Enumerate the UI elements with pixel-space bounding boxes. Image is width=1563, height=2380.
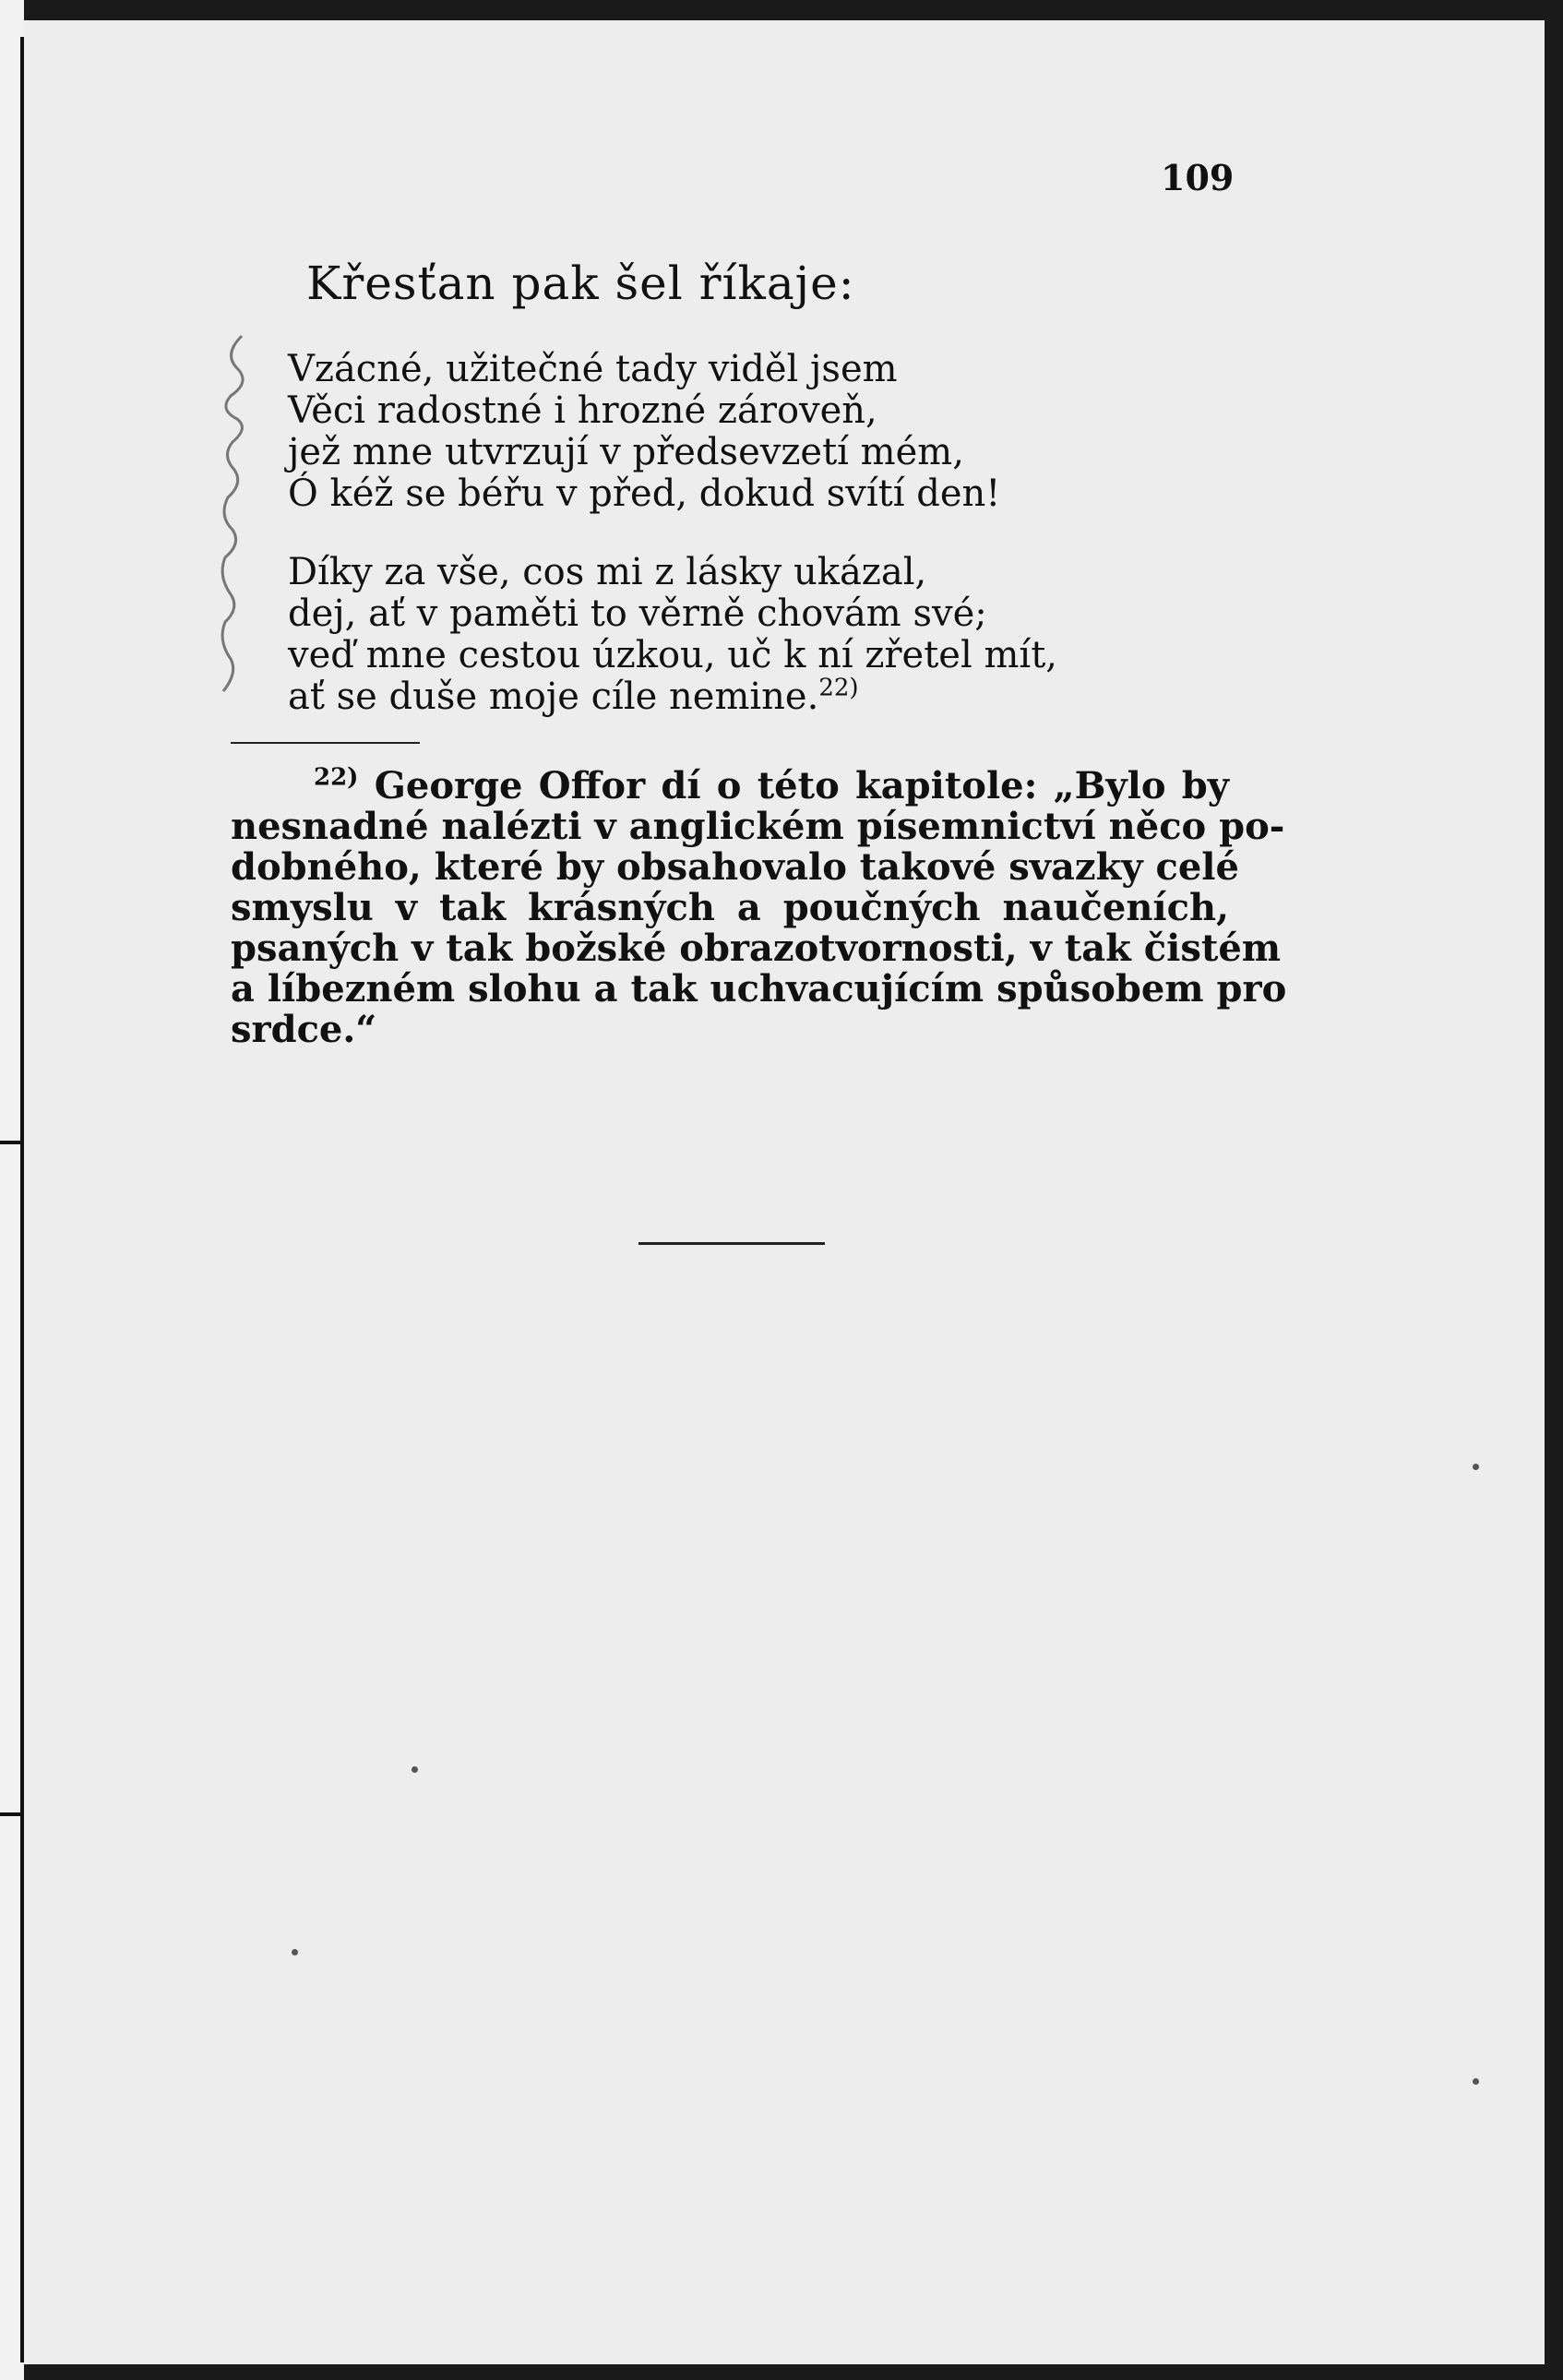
poem-line-text: ať se duše moje cíle nemine. [288,676,819,718]
page-number: 109 [1161,157,1235,198]
footnote-line: psaných v tak božské obrazotvornosti, v tak čistém [231,927,1282,970]
poem-stanza [288,552,1057,718]
poem-line: Díky za vše, cos mi z lásky ukázal, [288,551,927,593]
poem-line: veď mne cestou úzkou, uč k ní zřetel mít, [288,634,1057,676]
footnote-line [231,763,1229,807]
section-heading: Křesťan pak šel říkaje: [306,257,855,310]
footnote-marker: 22) [314,763,359,792]
handwritten-brace-mark [214,327,269,705]
footnote [231,763,1287,1051]
footnote-line: srdce.“ [231,1008,377,1051]
poem-line: Věci radostné i hrozné zároveň, [288,389,877,432]
footnote-line: dobného, které by obsahovalo takové svazky celé [231,845,1239,889]
poem-line: dej, ať v paměti to věrně chovám své; [288,592,987,635]
footnote-line: a líbezném slohu a tak uchvacujícím spůsobem pro [231,967,1287,1011]
footnote-line: nesnadné nalézti v anglickém písemnictví něco po- [231,805,1285,848]
paper-speck [292,1949,298,1955]
footnote-reference: 22) [818,674,859,702]
paper-speck [412,1766,418,1773]
poem-line: jež mne utvrzují v předsevzetí mém, [288,431,964,473]
poem-line: Vzácné, užitečné tady viděl jsem [288,348,898,390]
paper-speck [1473,1464,1479,1470]
footnote-line-text: George Offor dí o této kapitole: „Bylo by [374,764,1229,807]
poem-line [288,676,1057,718]
end-of-section-rule [638,1242,825,1245]
poem-stanza [288,349,1000,515]
poem-line: Ó kéž se béřu v před, dokud svítí den! [288,472,1001,515]
footnote-separator [231,742,420,744]
footnote-line: smyslu v tak krásných a poučných naučeních, [231,886,1229,929]
paper-speck [1473,2078,1479,2085]
